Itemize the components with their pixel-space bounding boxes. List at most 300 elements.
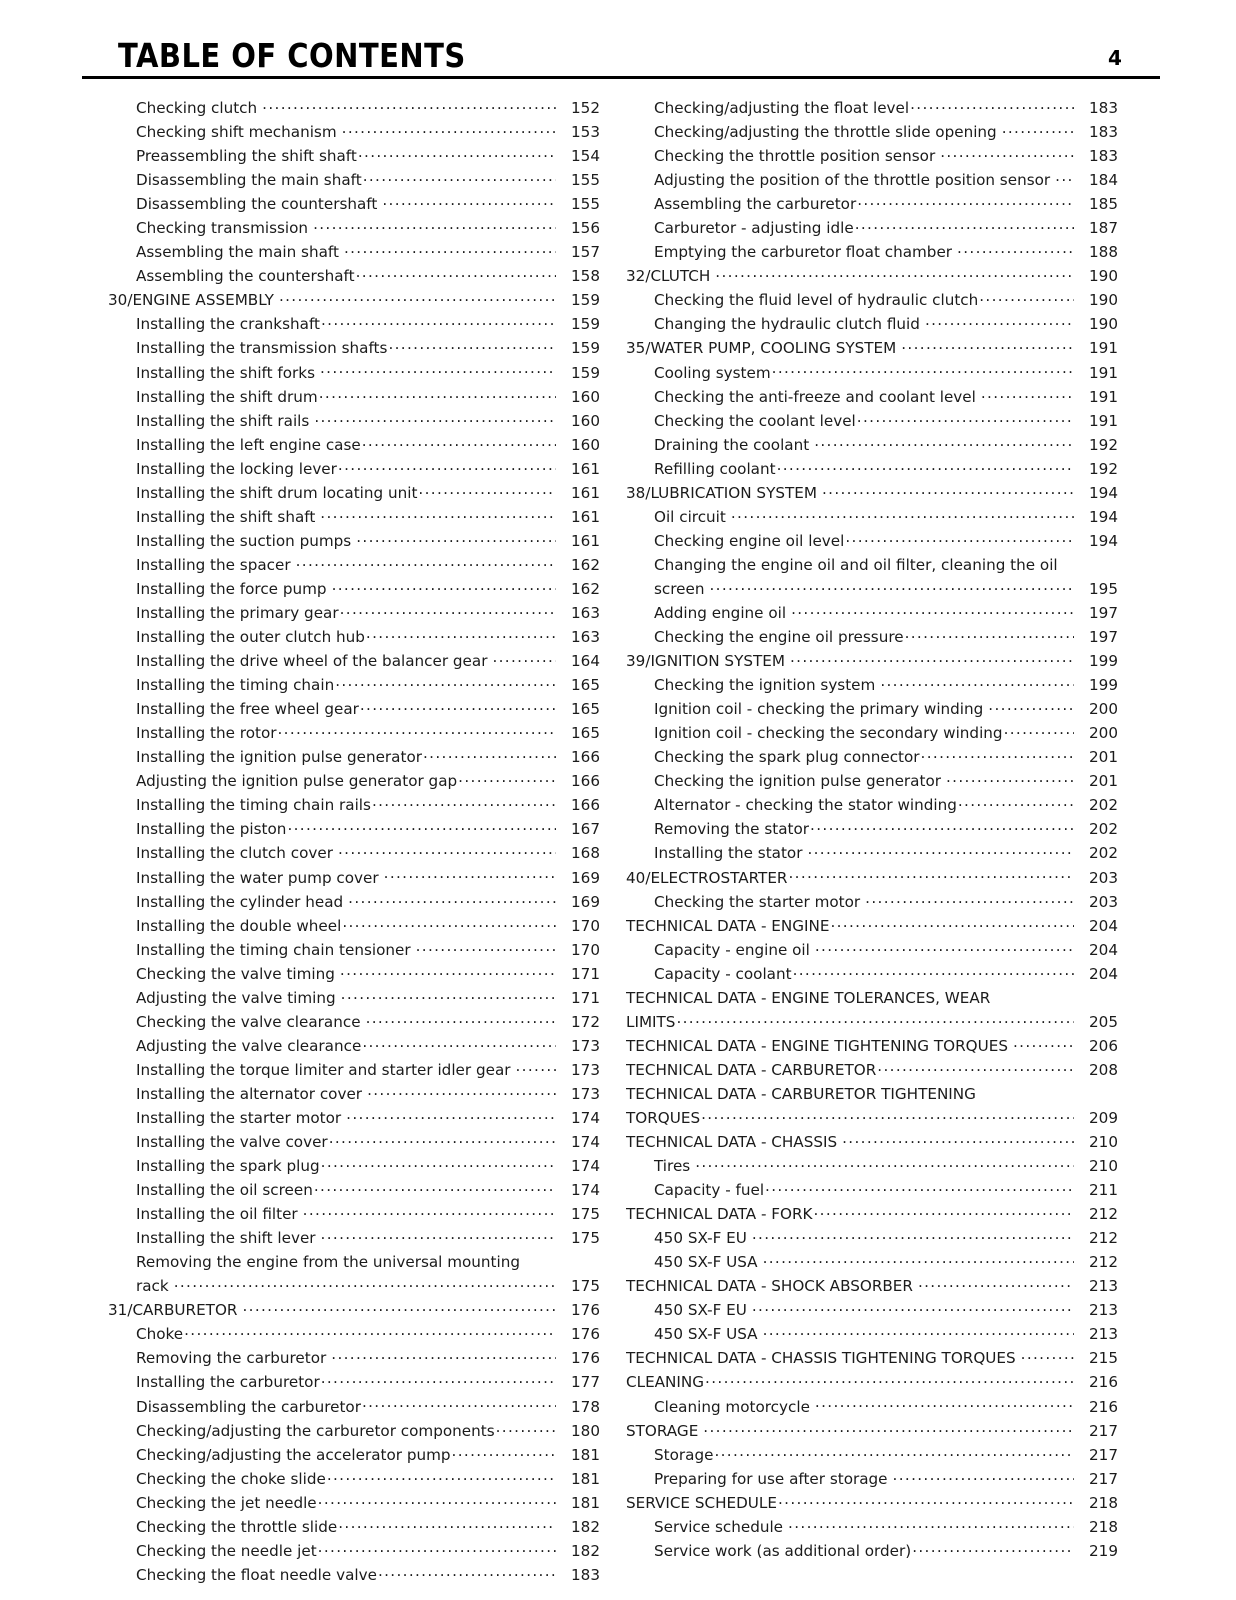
toc-entry-page-number: 187	[1089, 219, 1118, 238]
toc-entry[interactable]	[108, 962, 600, 986]
toc-dot-leader	[1013, 1036, 1074, 1051]
toc-entry[interactable]	[108, 817, 600, 841]
toc-entry-page-number: 169	[571, 892, 600, 911]
toc-entry-page-number: 191	[1089, 387, 1118, 406]
toc-entry[interactable]	[626, 553, 1118, 577]
toc-entry[interactable]	[108, 1443, 600, 1467]
toc-column-left	[108, 96, 600, 1587]
toc-dot-leader	[714, 1445, 1074, 1460]
toc-dot-leader	[1058, 555, 1076, 570]
toc-entry[interactable]	[626, 1250, 1118, 1274]
toc-entry[interactable]	[626, 144, 1118, 168]
toc-dot-leader	[287, 819, 556, 834]
toc-entry-label: Adjusting the valve timing	[136, 988, 336, 1007]
toc-entry-label: TECHNICAL DATA - CARBURETOR	[626, 1060, 877, 1079]
toc-dot-leader	[382, 194, 556, 209]
toc-entry[interactable]	[108, 1419, 600, 1443]
toc-dot-leader	[366, 627, 556, 642]
toc-dot-leader	[358, 146, 556, 161]
toc-dot-leader	[752, 1300, 1074, 1315]
toc-entry[interactable]	[626, 168, 1118, 192]
toc-entry[interactable]	[108, 1250, 600, 1274]
toc-entry[interactable]	[108, 361, 600, 385]
toc-entry[interactable]	[108, 938, 600, 962]
toc-entry-page-number: 210	[1089, 1133, 1118, 1152]
toc-entry-label: Cooling system	[654, 363, 771, 382]
toc-entry-label: Installing the shift drum locating unit	[136, 483, 418, 502]
toc-entry-page-number: 166	[571, 772, 600, 791]
toc-entry[interactable]	[108, 721, 600, 745]
toc-dot-leader	[423, 747, 556, 762]
toc-entry[interactable]	[108, 1322, 600, 1346]
toc-entry[interactable]	[108, 409, 600, 433]
toc-entry[interactable]	[108, 841, 600, 865]
toc-entry[interactable]	[626, 1202, 1118, 1226]
toc-entry[interactable]	[626, 192, 1118, 216]
page-number: 4	[1108, 46, 1122, 70]
toc-entry[interactable]	[108, 866, 600, 890]
toc-dot-leader	[981, 387, 1074, 402]
toc-entry[interactable]	[626, 120, 1118, 144]
toc-entry[interactable]	[626, 216, 1118, 240]
toc-entry-label: screen	[654, 579, 705, 598]
toc-entry[interactable]	[108, 986, 600, 1010]
toc-entry-page-number: 159	[571, 315, 600, 334]
toc-entry[interactable]	[626, 841, 1118, 865]
toc-entry[interactable]	[108, 192, 600, 216]
toc-entry[interactable]	[626, 240, 1118, 264]
toc-entry-page-number: 215	[1089, 1349, 1118, 1368]
toc-entry-label: Installing the shift forks	[136, 363, 315, 382]
toc-entry-page-number: 163	[571, 603, 600, 622]
toc-entry[interactable]	[626, 409, 1118, 433]
toc-entry-label: SERVICE SCHEDULE	[626, 1493, 777, 1512]
toc-entry[interactable]	[108, 1202, 600, 1226]
toc-entry[interactable]	[108, 890, 600, 914]
toc-entry[interactable]	[108, 553, 600, 577]
toc-dot-leader	[174, 1276, 556, 1291]
toc-entry-label: Checking clutch	[136, 99, 258, 117]
toc-entry-label: CLEANING	[626, 1373, 705, 1392]
toc-dot-leader	[857, 411, 1074, 426]
toc-entry-label: 30/ENGINE ASSEMBLY	[108, 291, 274, 310]
toc-dot-leader	[332, 579, 556, 594]
toc-entry[interactable]	[626, 96, 1118, 120]
toc-entry-page-number: 180	[571, 1421, 600, 1440]
toc-entry-page-number: 201	[1089, 748, 1118, 767]
toc-entry-label: Checking transmission	[136, 219, 309, 238]
toc-entry[interactable]	[626, 481, 1118, 505]
toc-entry-label: 450 SX-F USA	[654, 1253, 758, 1272]
toc-entry[interactable]	[108, 144, 600, 168]
toc-entry[interactable]	[626, 1154, 1118, 1178]
toc-entry-page-number: 203	[1089, 892, 1118, 911]
toc-entry[interactable]	[108, 481, 600, 505]
toc-entry[interactable]	[626, 817, 1118, 841]
toc-dot-leader	[335, 675, 556, 690]
toc-entry[interactable]	[626, 601, 1118, 625]
toc-entry-label: Checking the valve clearance	[136, 1012, 361, 1031]
toc-entry[interactable]	[626, 457, 1118, 481]
toc-entry-label: 32/CLUTCH	[626, 267, 711, 286]
toc-entry[interactable]	[108, 1274, 600, 1298]
toc-entry-page-number: 160	[571, 411, 600, 430]
toc-entry[interactable]	[626, 1010, 1118, 1034]
toc-entry-label: Checking the ignition pulse generator	[654, 772, 941, 791]
toc-entry-page-number: 194	[1089, 531, 1118, 550]
toc-entry-page-number: 184	[1089, 171, 1118, 190]
toc-entry-label: Checking the valve timing	[136, 964, 335, 983]
toc-entry[interactable]	[626, 336, 1118, 360]
toc-entry-page-number: 195	[1089, 579, 1118, 598]
toc-dot-leader	[842, 1132, 1074, 1147]
toc-entry-page-number: 171	[571, 988, 600, 1007]
toc-entry-page-number: 202	[1089, 820, 1118, 839]
toc-entry[interactable]	[626, 1419, 1118, 1443]
toc-entry[interactable]	[626, 1082, 1118, 1106]
toc-entry-label: Installing the transmission shafts	[136, 339, 388, 358]
toc-entry-label: Installing the double wheel	[136, 916, 342, 935]
toc-entry-page-number: 191	[1089, 411, 1118, 430]
toc-entry[interactable]	[108, 168, 600, 192]
toc-entry-label: Installing the force pump	[136, 579, 327, 598]
toc-entry[interactable]	[626, 577, 1118, 601]
toc-entry[interactable]	[108, 96, 600, 120]
toc-entry-label: Installing the cylinder head	[136, 892, 344, 911]
toc-entry-page-number: 172	[571, 1012, 600, 1031]
toc-entry[interactable]	[626, 1130, 1118, 1154]
toc-body	[0, 96, 1236, 1596]
toc-entry-label: Installing the shift shaft	[136, 507, 316, 526]
toc-entry-label: Preassembling the shift shaft	[136, 147, 357, 166]
toc-entry[interactable]	[626, 1515, 1118, 1539]
toc-dot-leader	[346, 1108, 556, 1123]
toc-entry-label: Installing the timing chain rails	[136, 796, 371, 815]
toc-dot-leader	[703, 1421, 1074, 1436]
toc-entry[interactable]	[108, 1346, 600, 1370]
toc-entry[interactable]	[626, 890, 1118, 914]
toc-entry[interactable]	[108, 793, 600, 817]
toc-entry[interactable]	[626, 505, 1118, 529]
toc-entry[interactable]	[108, 673, 600, 697]
toc-entry-page-number: 168	[571, 844, 600, 863]
toc-dot-leader	[865, 892, 1074, 907]
toc-entry[interactable]	[108, 1491, 600, 1515]
toc-dot-leader	[822, 483, 1074, 498]
toc-entry[interactable]	[108, 577, 600, 601]
toc-entry-label: Oil circuit	[654, 507, 726, 526]
toc-entry-page-number: 177	[571, 1373, 600, 1392]
toc-entry[interactable]	[626, 1346, 1118, 1370]
toc-entry[interactable]	[108, 625, 600, 649]
toc-entry[interactable]	[626, 264, 1118, 288]
toc-entry[interactable]	[626, 1274, 1118, 1298]
toc-dot-leader	[318, 1541, 556, 1556]
toc-entry-page-number: 213	[1089, 1277, 1118, 1296]
toc-dot-leader	[778, 1493, 1074, 1508]
toc-dot-leader	[880, 675, 1074, 690]
toc-dot-leader	[492, 651, 556, 666]
toc-entry[interactable]	[626, 529, 1118, 553]
toc-entry-label: Alternator - checking the stator winding	[654, 796, 957, 815]
toc-entry-label: Installing the free wheel gear	[136, 700, 359, 719]
toc-entry-page-number: 171	[571, 964, 600, 983]
toc-entry[interactable]	[108, 1034, 600, 1058]
toc-entry[interactable]	[108, 1515, 600, 1539]
toc-entry-page-number: 157	[571, 243, 600, 262]
toc-entry[interactable]	[626, 673, 1118, 697]
toc-dot-leader	[752, 1228, 1074, 1243]
toc-entry[interactable]	[108, 601, 600, 625]
toc-entry-page-number: 219	[1089, 1541, 1118, 1560]
toc-entry[interactable]	[626, 769, 1118, 793]
toc-entry-label: Checking/adjusting the float level	[654, 99, 910, 117]
toc-entry[interactable]	[108, 914, 600, 938]
toc-entry-label: Checking the ignition system	[654, 676, 876, 695]
toc-entry-page-number: 194	[1089, 483, 1118, 502]
toc-entry-page-number: 173	[571, 1084, 600, 1103]
toc-entry[interactable]	[108, 1467, 600, 1491]
toc-entry[interactable]	[626, 288, 1118, 312]
toc-entry[interactable]	[108, 457, 600, 481]
toc-entry[interactable]	[626, 1370, 1118, 1394]
toc-dot-leader	[362, 1036, 556, 1051]
toc-entry[interactable]	[108, 697, 600, 721]
toc-entry[interactable]	[108, 1563, 600, 1587]
toc-entry-label: Checking shift mechanism	[136, 123, 337, 142]
toc-entry[interactable]	[626, 1058, 1118, 1082]
toc-entry[interactable]	[108, 1370, 600, 1394]
toc-entry-page-number: 203	[1089, 868, 1118, 887]
toc-entry-page-number: 212	[1089, 1205, 1118, 1224]
toc-entry-label: Capacity - engine oil	[654, 940, 810, 959]
toc-dot-leader	[763, 1252, 1074, 1267]
toc-entry-label: STORAGE	[626, 1421, 699, 1440]
toc-entry-label: Checking the anti-freeze and coolant level	[654, 387, 976, 406]
toc-dot-leader	[921, 747, 1074, 762]
toc-dot-leader	[957, 242, 1074, 257]
toc-dot-leader	[763, 1324, 1074, 1339]
toc-entry[interactable]	[626, 1178, 1118, 1202]
toc-entry[interactable]	[108, 1539, 600, 1563]
toc-entry-label: Installing the piston	[136, 820, 287, 839]
toc-entry[interactable]	[626, 793, 1118, 817]
toc-entry-page-number: 155	[571, 195, 600, 214]
toc-dot-leader	[314, 1180, 556, 1195]
toc-dot-leader	[367, 1084, 556, 1099]
toc-dot-leader	[905, 627, 1074, 642]
toc-entry[interactable]	[108, 1154, 600, 1178]
toc-entry-page-number: 191	[1089, 363, 1118, 382]
toc-dot-leader	[184, 1324, 556, 1339]
toc-entry[interactable]	[626, 1539, 1118, 1563]
toc-entry-page-number: 153	[571, 123, 600, 142]
toc-entry-page-number: 163	[571, 628, 600, 647]
toc-entry[interactable]	[108, 336, 600, 360]
toc-entry-page-number: 211	[1089, 1181, 1118, 1200]
toc-entry[interactable]	[626, 962, 1118, 986]
toc-entry-page-number: 165	[571, 724, 600, 743]
toc-dot-leader	[452, 1445, 556, 1460]
toc-entry-page-number: 218	[1089, 1517, 1118, 1536]
toc-entry[interactable]	[626, 1443, 1118, 1467]
toc-entry-label: Installing the crankshaft	[136, 315, 320, 334]
toc-entry[interactable]	[626, 1106, 1118, 1130]
toc-entry[interactable]	[626, 1034, 1118, 1058]
toc-entry-page-number: 213	[1089, 1325, 1118, 1344]
toc-entry-label: Checking/adjusting the throttle slide opening	[654, 123, 997, 142]
toc-entry[interactable]	[626, 745, 1118, 769]
toc-entry[interactable]	[108, 769, 600, 793]
toc-entry-label: Installing the rotor	[136, 724, 277, 743]
toc-entry-label: Installing the timing chain	[136, 676, 335, 695]
toc-entry-page-number: 185	[1089, 195, 1118, 214]
toc-dot-leader	[338, 843, 556, 858]
toc-entry-label: Checking the fluid level of hydraulic clutch	[654, 291, 979, 310]
toc-entry[interactable]	[108, 433, 600, 457]
toc-entry[interactable]	[108, 1058, 600, 1082]
toc-dot-leader	[815, 1397, 1074, 1412]
toc-entry-label: Checking the starter motor	[654, 892, 861, 911]
toc-entry-page-number: 174	[571, 1181, 600, 1200]
toc-entry[interactable]	[108, 288, 600, 312]
toc-entry-page-number: 166	[571, 796, 600, 815]
toc-entry-label: 450 SX-F USA	[654, 1325, 758, 1344]
toc-dot-leader	[363, 170, 556, 185]
toc-entry-label: 35/WATER PUMP, COOLING SYSTEM	[626, 339, 897, 358]
toc-dot-leader	[990, 988, 1076, 1003]
toc-entry[interactable]	[108, 745, 600, 769]
toc-entry[interactable]	[626, 1395, 1118, 1419]
header-divider	[82, 76, 1160, 79]
toc-dot-leader	[296, 555, 556, 570]
toc-dot-leader	[318, 1493, 556, 1508]
toc-entry[interactable]	[626, 625, 1118, 649]
toc-dot-leader	[378, 1565, 556, 1580]
toc-entry-label: Checking the float needle valve	[136, 1565, 377, 1584]
toc-entry[interactable]	[626, 721, 1118, 745]
toc-entry-label: Installing the ignition pulse generator	[136, 748, 422, 767]
toc-entry-label: Disassembling the countershaft	[136, 195, 378, 214]
toc-entry-page-number: 173	[571, 1060, 600, 1079]
toc-dot-leader	[321, 1228, 556, 1243]
toc-entry[interactable]	[626, 986, 1118, 1010]
toc-entry[interactable]	[108, 264, 600, 288]
toc-entry[interactable]	[626, 1491, 1118, 1515]
toc-entry-label: TECHNICAL DATA - SHOCK ABSORBER	[626, 1277, 913, 1296]
toc-entry-label: Storage	[654, 1445, 714, 1464]
toc-entry-label: Service work (as additional order)	[654, 1541, 912, 1560]
toc-entry-page-number: 181	[571, 1445, 600, 1464]
toc-dot-leader	[340, 964, 556, 979]
toc-entry-label: Installing the locking lever	[136, 459, 337, 478]
toc-entry-page-number: 170	[571, 940, 600, 959]
toc-entry-page-number: 199	[1089, 676, 1118, 695]
toc-entry[interactable]	[108, 529, 600, 553]
toc-entry-page-number: 216	[1089, 1397, 1118, 1416]
toc-entry-label: TECHNICAL DATA - ENGINE TIGHTENING TORQUES	[626, 1036, 1008, 1055]
toc-entry[interactable]	[626, 1467, 1118, 1491]
toc-entry[interactable]	[108, 1130, 600, 1154]
toc-dot-leader	[416, 940, 556, 955]
toc-entry-page-number: 176	[571, 1301, 600, 1320]
toc-dot-leader	[893, 1469, 1074, 1484]
toc-entry-label: Removing the stator	[654, 820, 810, 839]
toc-entry[interactable]	[108, 505, 600, 529]
toc-entry-page-number: 217	[1089, 1421, 1118, 1440]
toc-entry[interactable]	[108, 1226, 600, 1250]
toc-entry-page-number: 192	[1089, 435, 1118, 454]
toc-entry-label: Disassembling the carburetor	[136, 1397, 361, 1416]
toc-entry[interactable]	[626, 361, 1118, 385]
toc-entry[interactable]	[108, 649, 600, 673]
toc-entry-label: Disassembling the main shaft	[136, 171, 362, 190]
toc-entry-label: 39/IGNITION SYSTEM	[626, 652, 785, 671]
toc-entry-page-number: 174	[571, 1108, 600, 1127]
toc-entry[interactable]	[108, 1298, 600, 1322]
toc-entry[interactable]	[626, 938, 1118, 962]
toc-entry-label: Refilling coolant	[654, 459, 776, 478]
toc-dot-leader	[958, 795, 1074, 810]
toc-entry-page-number: 209	[1089, 1108, 1118, 1127]
toc-entry[interactable]	[108, 312, 600, 336]
toc-dot-leader	[314, 411, 556, 426]
toc-entry-label: Installing the water pump cover	[136, 868, 379, 887]
toc-entry-page-number: 188	[1089, 243, 1118, 262]
toc-entry[interactable]	[626, 312, 1118, 336]
toc-entry[interactable]	[626, 649, 1118, 673]
toc-entry[interactable]	[108, 120, 600, 144]
toc-entry[interactable]	[108, 1082, 600, 1106]
toc-entry-label: Cleaning motorcycle	[654, 1397, 810, 1416]
toc-entry[interactable]	[626, 1322, 1118, 1346]
toc-entry-label: Installing the oil filter	[136, 1205, 298, 1224]
toc-entry-label: Changing the engine oil and oil filter, cleaning the oil	[654, 555, 1058, 574]
toc-entry[interactable]	[108, 1010, 600, 1034]
toc-entry[interactable]	[626, 866, 1118, 890]
toc-entry[interactable]	[626, 385, 1118, 409]
toc-entry[interactable]	[626, 1226, 1118, 1250]
toc-entry[interactable]	[626, 697, 1118, 721]
toc-entry-page-number: 182	[571, 1517, 600, 1536]
toc-dot-leader	[676, 1012, 1074, 1027]
toc-entry-label: 31/CARBURETOR	[108, 1301, 238, 1320]
toc-dot-leader	[1055, 170, 1074, 185]
toc-entry-label: LIMITS	[626, 1012, 676, 1031]
toc-dot-leader	[516, 1060, 557, 1075]
toc-dot-leader	[279, 290, 556, 305]
toc-entry[interactable]	[108, 1178, 600, 1202]
toc-entry-label: Installing the carburetor	[136, 1373, 320, 1392]
toc-entry[interactable]	[626, 433, 1118, 457]
toc-entry[interactable]	[108, 216, 600, 240]
toc-entry-page-number: 205	[1089, 1012, 1118, 1031]
toc-dot-leader	[331, 1348, 556, 1363]
toc-dot-leader	[976, 1084, 1076, 1099]
toc-entry-label: Emptying the carburetor float chamber	[654, 243, 953, 262]
toc-entry-label: Capacity - fuel	[654, 1181, 765, 1200]
toc-entry-label: Checking/adjusting the accelerator pump	[136, 1445, 451, 1464]
toc-entry[interactable]	[108, 240, 600, 264]
toc-entry[interactable]	[626, 1298, 1118, 1322]
toc-entry[interactable]	[108, 1106, 600, 1130]
toc-entry[interactable]	[626, 914, 1118, 938]
toc-entry[interactable]	[108, 385, 600, 409]
toc-entry-label: Checking the jet needle	[136, 1493, 317, 1512]
toc-entry-label: 450 SX-F EU	[654, 1229, 747, 1248]
toc-dot-leader	[777, 459, 1074, 474]
toc-entry[interactable]	[108, 1395, 600, 1419]
